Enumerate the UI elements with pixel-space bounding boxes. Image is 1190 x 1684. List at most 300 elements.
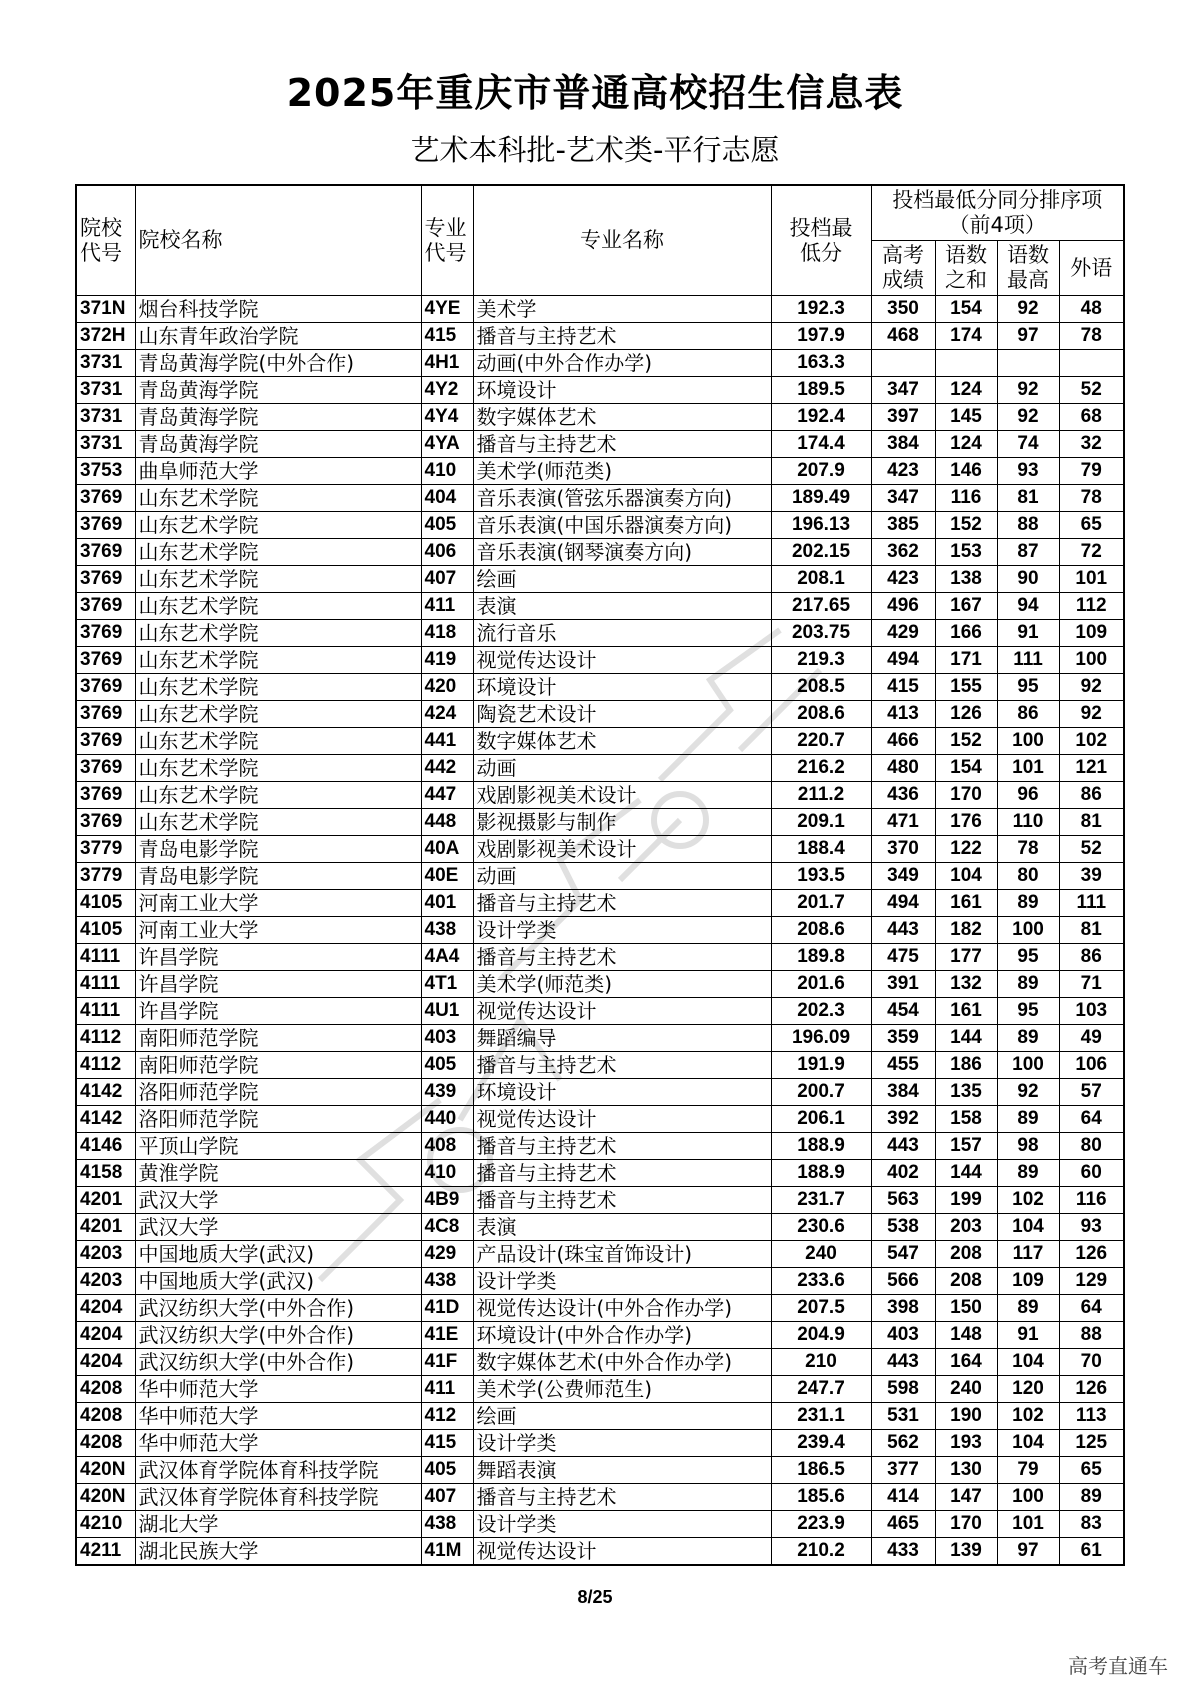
min-score-cell: 216.2 <box>771 755 871 782</box>
school-name-cell: 青岛黄海学院 <box>135 431 421 458</box>
yushu-sum-cell: 154 <box>935 296 997 323</box>
foreign-cell: 72 <box>1059 539 1124 566</box>
major-code-cell: 415 <box>421 1430 473 1457</box>
gaokao-cell: 443 <box>871 1349 935 1376</box>
major-code-cell: 405 <box>421 1457 473 1484</box>
table-row <box>76 404 1124 431</box>
school-name-cell: 武汉大学 <box>135 1214 421 1241</box>
gaokao-cell: 538 <box>871 1214 935 1241</box>
major-code-cell: 4T1 <box>421 971 473 998</box>
foreign-cell: 129 <box>1059 1268 1124 1295</box>
school-code-cell: 3769 <box>76 512 135 539</box>
yushu-max-cell: 97 <box>997 323 1059 350</box>
school-name-cell: 平顶山学院 <box>135 1133 421 1160</box>
yushu-max-cell: 109 <box>997 1268 1059 1295</box>
yushu-sum-cell: 170 <box>935 782 997 809</box>
foreign-cell: 80 <box>1059 1133 1124 1160</box>
yushu-max-cell: 104 <box>997 1430 1059 1457</box>
foreign-cell <box>1059 350 1124 377</box>
gaokao-cell <box>871 350 935 377</box>
major-name-cell: 美术学(公费师范生) <box>473 1376 771 1403</box>
yushu-max-cell: 89 <box>997 1295 1059 1322</box>
foreign-cell: 81 <box>1059 809 1124 836</box>
gaokao-cell: 415 <box>871 674 935 701</box>
major-code-cell: 415 <box>421 323 473 350</box>
school-name-cell: 武汉纺织大学(中外合作) <box>135 1295 421 1322</box>
yushu-max-cell: 88 <box>997 512 1059 539</box>
school-name-cell: 武汉体育学院体育科技学院 <box>135 1457 421 1484</box>
min-score-cell: 185.6 <box>771 1484 871 1511</box>
min-score-cell: 200.7 <box>771 1079 871 1106</box>
table-row <box>76 809 1124 836</box>
yushu-max-cell: 100 <box>997 1052 1059 1079</box>
min-score-cell: 188.9 <box>771 1133 871 1160</box>
min-score-cell: 208.6 <box>771 917 871 944</box>
major-code-cell: 41E <box>421 1322 473 1349</box>
school-code-cell: 4208 <box>76 1430 135 1457</box>
foreign-cell: 78 <box>1059 485 1124 512</box>
gaokao-cell: 413 <box>871 701 935 728</box>
yushu-sum-cell: 144 <box>935 1160 997 1187</box>
school-code-cell: 3769 <box>76 620 135 647</box>
school-name-cell: 烟台科技学院 <box>135 296 421 323</box>
yushu-max-cell: 120 <box>997 1376 1059 1403</box>
school-name-cell: 青岛黄海学院 <box>135 404 421 431</box>
yushu-sum-cell: 122 <box>935 836 997 863</box>
gaokao-cell: 398 <box>871 1295 935 1322</box>
yushu-max-cell: 95 <box>997 674 1059 701</box>
table-row <box>76 1241 1124 1268</box>
school-code-cell: 4158 <box>76 1160 135 1187</box>
yushu-sum-cell: 145 <box>935 404 997 431</box>
table-row <box>76 917 1124 944</box>
foreign-cell: 52 <box>1059 836 1124 863</box>
yushu-sum-cell: 190 <box>935 1403 997 1430</box>
gaokao-cell: 347 <box>871 377 935 404</box>
gaokao-cell: 531 <box>871 1403 935 1430</box>
min-score-cell: 201.6 <box>771 971 871 998</box>
school-code-cell: 4111 <box>76 944 135 971</box>
brand-label: 高考直通车 <box>1068 1654 1168 1678</box>
major-code-cell: 440 <box>421 1106 473 1133</box>
yushu-sum-cell: 104 <box>935 863 997 890</box>
yushu-max-cell: 93 <box>997 458 1059 485</box>
yushu-max-cell: 101 <box>997 755 1059 782</box>
yushu-sum-cell: 124 <box>935 431 997 458</box>
gaokao-cell: 392 <box>871 1106 935 1133</box>
table-row <box>76 566 1124 593</box>
table-row <box>76 863 1124 890</box>
yushu-max-cell: 97 <box>997 1538 1059 1566</box>
major-name-cell: 影视摄影与制作 <box>473 809 771 836</box>
foreign-cell: 86 <box>1059 944 1124 971</box>
school-name-cell: 山东艺术学院 <box>135 539 421 566</box>
gaokao-cell: 494 <box>871 890 935 917</box>
school-code-cell: 4201 <box>76 1187 135 1214</box>
min-score-cell: 197.9 <box>771 323 871 350</box>
min-score-cell: 193.5 <box>771 863 871 890</box>
school-name-cell: 山东艺术学院 <box>135 593 421 620</box>
school-name-cell: 青岛黄海学院(中外合作) <box>135 350 421 377</box>
school-name-cell: 湖北大学 <box>135 1511 421 1538</box>
gaokao-cell: 443 <box>871 1133 935 1160</box>
school-name-cell: 武汉纺织大学(中外合作) <box>135 1322 421 1349</box>
gaokao-cell: 547 <box>871 1241 935 1268</box>
foreign-cell: 93 <box>1059 1214 1124 1241</box>
min-score-cell: 233.6 <box>771 1268 871 1295</box>
yushu-max-cell: 95 <box>997 944 1059 971</box>
yushu-sum-cell: 126 <box>935 701 997 728</box>
table-row <box>76 728 1124 755</box>
table-row <box>76 701 1124 728</box>
school-name-cell: 洛阳师范学院 <box>135 1106 421 1133</box>
gaokao-cell: 468 <box>871 323 935 350</box>
major-name-cell: 视觉传达设计 <box>473 647 771 674</box>
school-name-cell: 山东艺术学院 <box>135 512 421 539</box>
table-row <box>76 1295 1124 1322</box>
gaokao-cell: 397 <box>871 404 935 431</box>
major-code-cell: 4Y4 <box>421 404 473 431</box>
major-code-cell: 447 <box>421 782 473 809</box>
major-name-cell: 设计学类 <box>473 1430 771 1457</box>
foreign-cell: 116 <box>1059 1187 1124 1214</box>
major-code-cell: 40E <box>421 863 473 890</box>
school-code-cell: 4105 <box>76 917 135 944</box>
yushu-sum-cell: 139 <box>935 1538 997 1566</box>
gaokao-cell: 433 <box>871 1538 935 1566</box>
foreign-cell: 78 <box>1059 323 1124 350</box>
major-name-cell: 绘画 <box>473 1403 771 1430</box>
school-code-cell: 4204 <box>76 1349 135 1376</box>
table-row <box>76 1538 1124 1566</box>
table-row <box>76 1025 1124 1052</box>
major-name-cell: 播音与主持艺术 <box>473 1052 771 1079</box>
major-name-cell: 环境设计(中外合作办学) <box>473 1322 771 1349</box>
gaokao-cell: 443 <box>871 917 935 944</box>
foreign-cell: 64 <box>1059 1295 1124 1322</box>
yushu-max-cell: 89 <box>997 890 1059 917</box>
major-code-cell: 438 <box>421 1511 473 1538</box>
yushu-max-cell: 92 <box>997 1079 1059 1106</box>
foreign-cell: 49 <box>1059 1025 1124 1052</box>
yushu-max-cell: 100 <box>997 917 1059 944</box>
gaokao-cell: 423 <box>871 458 935 485</box>
foreign-cell: 113 <box>1059 1403 1124 1430</box>
major-code-cell: 441 <box>421 728 473 755</box>
major-code-cell: 438 <box>421 917 473 944</box>
major-code-cell: 411 <box>421 1376 473 1403</box>
yushu-max-cell: 102 <box>997 1187 1059 1214</box>
table-row <box>76 1187 1124 1214</box>
table-row <box>76 323 1124 350</box>
major-name-cell: 播音与主持艺术 <box>473 1484 771 1511</box>
min-score-cell: 196.09 <box>771 1025 871 1052</box>
min-score-cell: 230.6 <box>771 1214 871 1241</box>
min-score-cell: 210.2 <box>771 1538 871 1566</box>
gaokao-cell: 455 <box>871 1052 935 1079</box>
yushu-max-cell: 94 <box>997 593 1059 620</box>
min-score-cell: 189.8 <box>771 944 871 971</box>
foreign-cell: 68 <box>1059 404 1124 431</box>
major-name-cell: 播音与主持艺术 <box>473 1160 771 1187</box>
yushu-max-cell: 74 <box>997 431 1059 458</box>
table-row <box>76 782 1124 809</box>
school-code-cell: 3731 <box>76 350 135 377</box>
table-row <box>76 1349 1124 1376</box>
table-row <box>76 350 1124 377</box>
school-code-cell: 4112 <box>76 1025 135 1052</box>
yushu-sum-cell: 208 <box>935 1268 997 1295</box>
foreign-cell: 81 <box>1059 917 1124 944</box>
min-score-cell: 202.15 <box>771 539 871 566</box>
major-name-cell: 动画 <box>473 863 771 890</box>
yushu-max-cell: 89 <box>997 971 1059 998</box>
min-score-cell: 211.2 <box>771 782 871 809</box>
school-name-cell: 南阳师范学院 <box>135 1052 421 1079</box>
major-name-cell: 动画(中外合作办学) <box>473 350 771 377</box>
yushu-max-cell: 117 <box>997 1241 1059 1268</box>
major-code-cell: 439 <box>421 1079 473 1106</box>
school-name-cell: 河南工业大学 <box>135 917 421 944</box>
school-code-cell: 3779 <box>76 836 135 863</box>
school-code-cell: 4111 <box>76 998 135 1025</box>
school-code-cell: 4201 <box>76 1214 135 1241</box>
yushu-max-cell: 104 <box>997 1214 1059 1241</box>
yushu-max-cell: 100 <box>997 1484 1059 1511</box>
school-code-cell: 3769 <box>76 485 135 512</box>
school-code-cell: 3769 <box>76 782 135 809</box>
foreign-cell: 100 <box>1059 647 1124 674</box>
yushu-sum-cell: 154 <box>935 755 997 782</box>
table-row <box>76 1079 1124 1106</box>
table-row <box>76 836 1124 863</box>
school-code-cell: 4142 <box>76 1106 135 1133</box>
school-name-cell: 洛阳师范学院 <box>135 1079 421 1106</box>
table-row <box>76 971 1124 998</box>
school-name-cell: 武汉纺织大学(中外合作) <box>135 1349 421 1376</box>
school-name-cell: 曲阜师范大学 <box>135 458 421 485</box>
gaokao-cell: 563 <box>871 1187 935 1214</box>
gaokao-cell: 466 <box>871 728 935 755</box>
major-name-cell: 戏剧影视美术设计 <box>473 836 771 863</box>
school-code-cell: 4208 <box>76 1403 135 1430</box>
header-min-score: 投档最低分 <box>771 185 871 296</box>
table-row <box>76 1268 1124 1295</box>
gaokao-cell: 480 <box>871 755 935 782</box>
school-name-cell: 华中师范大学 <box>135 1376 421 1403</box>
yushu-sum-cell: 158 <box>935 1106 997 1133</box>
major-name-cell: 环境设计 <box>473 674 771 701</box>
major-name-cell: 音乐表演(管弦乐器演奏方向) <box>473 485 771 512</box>
yushu-max-cell: 95 <box>997 998 1059 1025</box>
major-name-cell: 播音与主持艺术 <box>473 1133 771 1160</box>
school-code-cell: 3769 <box>76 809 135 836</box>
header-foreign: 外语 <box>1059 241 1124 296</box>
yushu-max-cell: 86 <box>997 701 1059 728</box>
min-score-cell: 191.9 <box>771 1052 871 1079</box>
major-name-cell: 视觉传达设计 <box>473 1106 771 1133</box>
school-name-cell: 青岛黄海学院 <box>135 377 421 404</box>
major-name-cell: 绘画 <box>473 566 771 593</box>
yushu-max-cell: 110 <box>997 809 1059 836</box>
yushu-max-cell: 111 <box>997 647 1059 674</box>
school-code-cell: 4105 <box>76 890 135 917</box>
gaokao-cell: 349 <box>871 863 935 890</box>
gaokao-cell: 414 <box>871 1484 935 1511</box>
yushu-sum-cell: 130 <box>935 1457 997 1484</box>
major-name-cell: 美术学 <box>473 296 771 323</box>
yushu-sum-cell: 116 <box>935 485 997 512</box>
yushu-max-cell: 92 <box>997 404 1059 431</box>
foreign-cell: 125 <box>1059 1430 1124 1457</box>
yushu-sum-cell: 155 <box>935 674 997 701</box>
min-score-cell: 231.1 <box>771 1403 871 1430</box>
table-row <box>76 890 1124 917</box>
school-code-cell: 3769 <box>76 674 135 701</box>
major-code-cell: 442 <box>421 755 473 782</box>
major-code-cell: 418 <box>421 620 473 647</box>
yushu-max-cell: 98 <box>997 1133 1059 1160</box>
yushu-max-cell: 89 <box>997 1160 1059 1187</box>
major-code-cell: 410 <box>421 458 473 485</box>
yushu-sum-cell: 147 <box>935 1484 997 1511</box>
table-row <box>76 485 1124 512</box>
foreign-cell: 102 <box>1059 728 1124 755</box>
yushu-max-cell: 80 <box>997 863 1059 890</box>
yushu-sum-cell <box>935 350 997 377</box>
page-subtitle: 艺术本科批-艺术类-平行志愿 <box>410 133 780 167</box>
major-code-cell: 410 <box>421 1160 473 1187</box>
gaokao-cell: 384 <box>871 431 935 458</box>
school-name-cell: 山东艺术学院 <box>135 782 421 809</box>
yushu-sum-cell: 174 <box>935 323 997 350</box>
yushu-sum-cell: 150 <box>935 1295 997 1322</box>
school-name-cell: 山东艺术学院 <box>135 701 421 728</box>
major-name-cell: 音乐表演(中国乐器演奏方向) <box>473 512 771 539</box>
major-name-cell: 播音与主持艺术 <box>473 944 771 971</box>
table-row <box>76 1214 1124 1241</box>
foreign-cell: 57 <box>1059 1079 1124 1106</box>
min-score-cell: 210 <box>771 1349 871 1376</box>
gaokao-cell: 598 <box>871 1376 935 1403</box>
foreign-cell: 65 <box>1059 1457 1124 1484</box>
major-name-cell: 播音与主持艺术 <box>473 890 771 917</box>
school-name-cell: 山东青年政治学院 <box>135 323 421 350</box>
school-code-cell: 4111 <box>76 971 135 998</box>
gaokao-cell: 403 <box>871 1322 935 1349</box>
table-row <box>76 944 1124 971</box>
header-school-code: 院校代号 <box>76 185 135 296</box>
school-name-cell: 黄淮学院 <box>135 1160 421 1187</box>
min-score-cell: 208.5 <box>771 674 871 701</box>
table-row <box>76 1430 1124 1457</box>
major-code-cell: 403 <box>421 1025 473 1052</box>
table-row <box>76 1376 1124 1403</box>
major-name-cell: 播音与主持艺术 <box>473 323 771 350</box>
school-code-cell: 3769 <box>76 647 135 674</box>
school-code-cell: 372H <box>76 323 135 350</box>
major-name-cell: 戏剧影视美术设计 <box>473 782 771 809</box>
foreign-cell: 112 <box>1059 593 1124 620</box>
min-score-cell: 207.5 <box>771 1295 871 1322</box>
school-code-cell: 3769 <box>76 539 135 566</box>
school-name-cell: 山东艺术学院 <box>135 620 421 647</box>
foreign-cell: 60 <box>1059 1160 1124 1187</box>
header-yushu-sum: 语数之和 <box>935 241 997 296</box>
major-name-cell: 环境设计 <box>473 377 771 404</box>
school-name-cell: 武汉大学 <box>135 1187 421 1214</box>
school-name-cell: 南阳师范学院 <box>135 1025 421 1052</box>
yushu-max-cell <box>997 350 1059 377</box>
min-score-cell: 240 <box>771 1241 871 1268</box>
yushu-sum-cell: 161 <box>935 998 997 1025</box>
school-code-cell: 4210 <box>76 1511 135 1538</box>
table-row <box>76 1052 1124 1079</box>
header-tiebreak-group: 投档最低分同分排序项（前4项） <box>871 185 1124 241</box>
yushu-sum-cell: 146 <box>935 458 997 485</box>
table-row <box>76 755 1124 782</box>
table-row <box>76 593 1124 620</box>
school-code-cell: 3731 <box>76 404 135 431</box>
school-name-cell: 湖北民族大学 <box>135 1538 421 1566</box>
major-name-cell: 表演 <box>473 1214 771 1241</box>
yushu-sum-cell: 208 <box>935 1241 997 1268</box>
major-code-cell: 408 <box>421 1133 473 1160</box>
major-name-cell: 音乐表演(钢琴演奏方向) <box>473 539 771 566</box>
yushu-max-cell: 89 <box>997 1025 1059 1052</box>
gaokao-cell: 347 <box>871 485 935 512</box>
foreign-cell: 101 <box>1059 566 1124 593</box>
major-code-cell: 405 <box>421 512 473 539</box>
school-name-cell: 中国地质大学(武汉) <box>135 1241 421 1268</box>
school-name-cell: 山东艺术学院 <box>135 728 421 755</box>
major-name-cell: 美术学(师范类) <box>473 971 771 998</box>
major-name-cell: 设计学类 <box>473 917 771 944</box>
major-name-cell: 舞蹈表演 <box>473 1457 771 1484</box>
foreign-cell: 70 <box>1059 1349 1124 1376</box>
major-name-cell: 视觉传达设计 <box>473 1538 771 1566</box>
gaokao-cell: 377 <box>871 1457 935 1484</box>
table-row <box>76 1511 1124 1538</box>
foreign-cell: 92 <box>1059 674 1124 701</box>
school-name-cell: 山东艺术学院 <box>135 809 421 836</box>
school-code-cell: 4204 <box>76 1295 135 1322</box>
yushu-sum-cell: 144 <box>935 1025 997 1052</box>
yushu-sum-cell: 153 <box>935 539 997 566</box>
school-code-cell: 3769 <box>76 755 135 782</box>
school-code-cell: 4142 <box>76 1079 135 1106</box>
yushu-max-cell: 92 <box>997 296 1059 323</box>
major-code-cell: 420 <box>421 674 473 701</box>
gaokao-cell: 362 <box>871 539 935 566</box>
school-code-cell: 4211 <box>76 1538 135 1566</box>
min-score-cell: 208.6 <box>771 701 871 728</box>
table-row <box>76 998 1124 1025</box>
foreign-cell: 111 <box>1059 890 1124 917</box>
yushu-sum-cell: 170 <box>935 1511 997 1538</box>
school-name-cell: 山东艺术学院 <box>135 485 421 512</box>
yushu-sum-cell: 182 <box>935 917 997 944</box>
min-score-cell: 247.7 <box>771 1376 871 1403</box>
major-code-cell: 41M <box>421 1538 473 1566</box>
school-code-cell: 3769 <box>76 701 135 728</box>
foreign-cell: 71 <box>1059 971 1124 998</box>
yushu-max-cell: 79 <box>997 1457 1059 1484</box>
table-row <box>76 1457 1124 1484</box>
yushu-max-cell: 91 <box>997 1322 1059 1349</box>
yushu-sum-cell: 148 <box>935 1322 997 1349</box>
school-name-cell: 许昌学院 <box>135 971 421 998</box>
